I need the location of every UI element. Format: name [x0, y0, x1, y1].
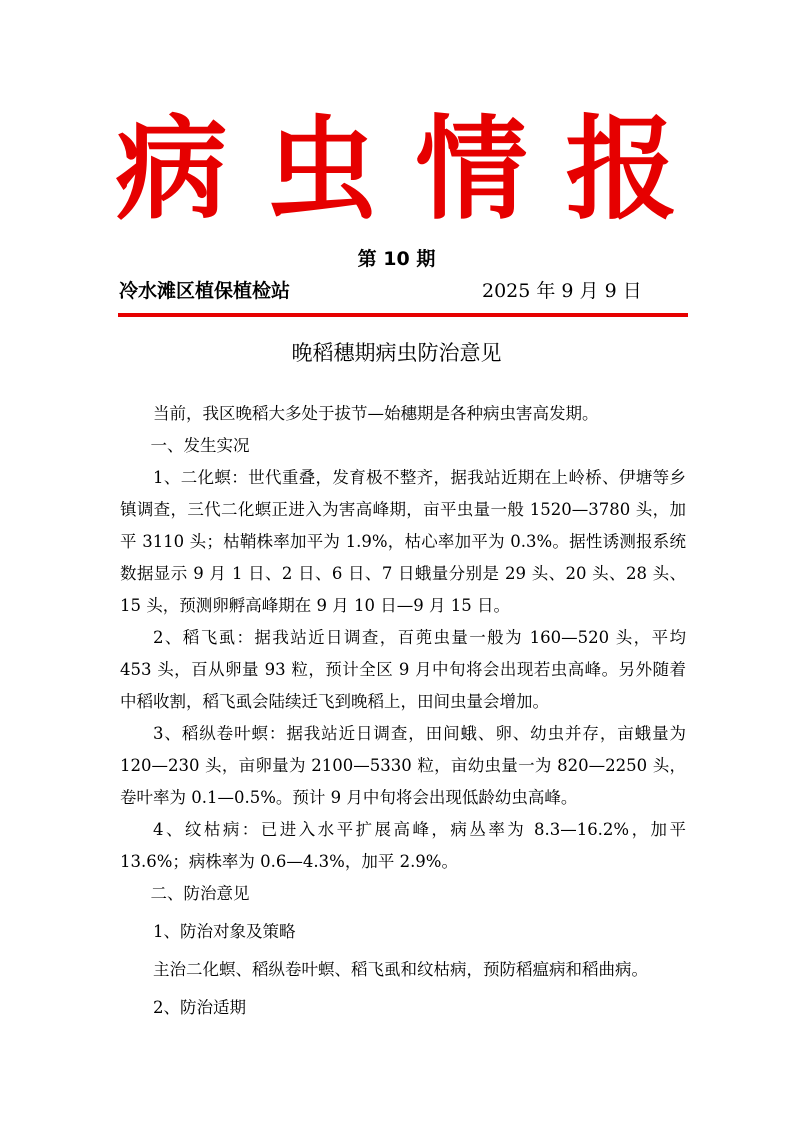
section-heading-occurrence: 一、发生实况: [150, 436, 250, 455]
organization-name: 冷水滩区植保植检站: [119, 280, 291, 302]
paragraph-targets: 主治二化螟、稻纵卷叶螟、稻飞虱和纹枯病，预防稻瘟病和稻曲病。: [153, 960, 648, 979]
subheading-targets: 1、防治对象及策略: [153, 922, 296, 941]
document-title: 晚稻穗期病虫防治意见: [291, 341, 502, 365]
document-body: [120, 398, 686, 1024]
issue-number: 第 10 期: [357, 248, 436, 270]
masthead-title: 病虫情报: [115, 105, 716, 235]
paragraph-sheath-blight: 4、纹枯病：已进入水平扩展高峰，病丛率为 8.3—16.2%，加平 13.6%；病株率为 0.6—4.3%，加平 2.9%。: [120, 820, 686, 871]
paragraph-planthopper: 2、稻飞虱：据我站近日调查，百蔸虫量一般为 160—520 头，平均 453 头，百从卵量 93 粒，预计全区 9 月中旬将会出现若虫高峰。另外随着中稻收割，稻飞虱会陆续迁飞到晚稻上，田间虫量会增加。: [120, 628, 686, 711]
issue-date: 2025 年 9 月 9 日: [482, 280, 642, 302]
header-divider: [118, 313, 688, 317]
paragraph-stem-borer: 1、二化螟：世代重叠，发育极不整齐，据我站近期在上岭桥、伊塘等乡镇调查，三代二化螟正进入为害高峰期，亩平虫量一般 1520—3780 头，加平 3110 头；枯鞘株率加平为 1.9%，枯心率加平为 0.3%。据性诱测报系统数据显示 9 月 1 日、2 日、6 日、7 日蛾量分别是 29 头、20 头、28 头、15 头，预测卵孵高峰期在 9 月 10 日—9 月 15 日。: [120, 468, 686, 615]
paragraph-leaf-roller: 3、稻纵卷叶螟：据我站近日调查，田间蛾、卵、幼虫并存，亩蛾量为 120—230 头，亩卵量为 2100—5330 粒，亩幼虫量一为 820—2250 头，卷叶率为 0.1—0.5%。预计 9 月中旬将会出现低龄幼虫高峰。: [120, 724, 686, 807]
section-heading-control: 二、防治意见: [150, 884, 250, 903]
subheading-timing: 2、防治适期: [153, 998, 246, 1017]
intro-paragraph: 当前，我区晚稻大多处于拔节—始穗期是各种病虫害高发期。: [153, 404, 599, 423]
